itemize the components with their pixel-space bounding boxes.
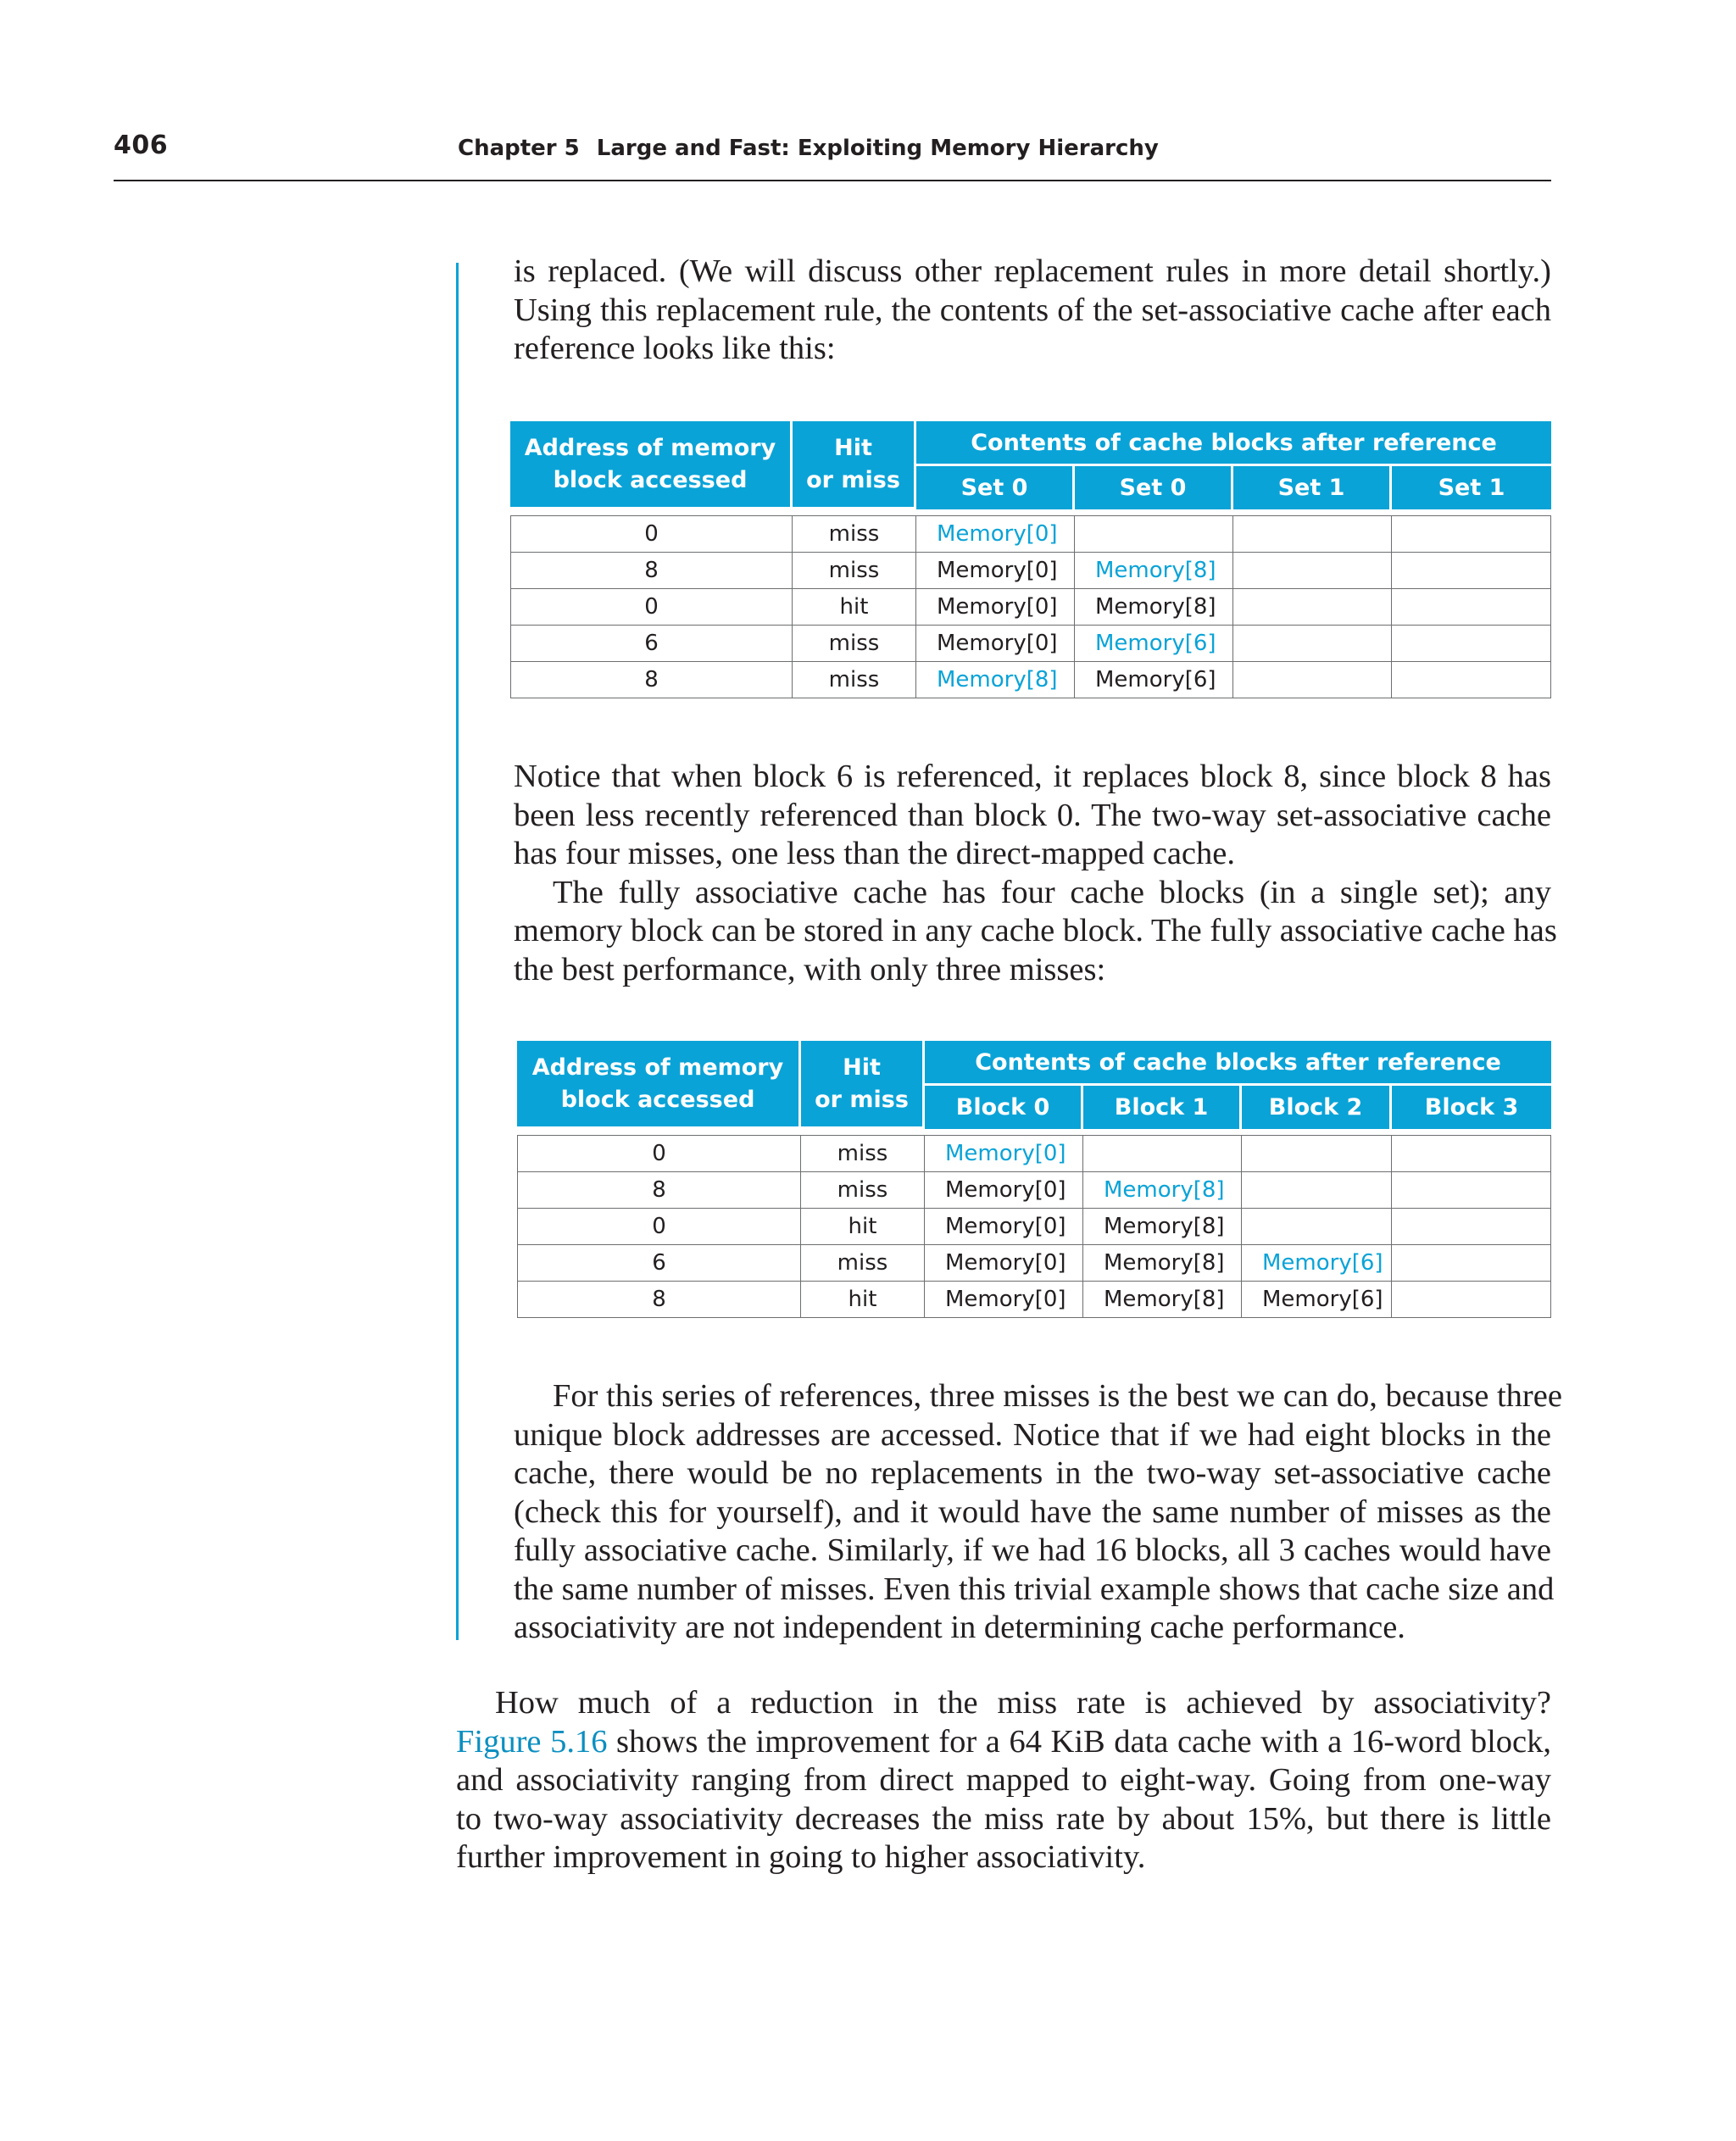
cache-block-cell: Memory[8] (1083, 1245, 1242, 1282)
cache-block-cell: Memory[8] (1075, 589, 1233, 626)
chapter-label: Chapter 5 (458, 136, 580, 161)
cache-block-cell (1392, 1282, 1551, 1318)
table-body (517, 1135, 1551, 1318)
table-row (517, 1245, 1551, 1282)
text-line: to two-way associativity decreases the miss rate by about 15%, but there is little (456, 1800, 1551, 1837)
cache-block-cell (1392, 1172, 1551, 1209)
cache-block-cell: Memory[0] (925, 1135, 1083, 1172)
sub-header: Set 0 (1075, 466, 1233, 509)
hit-miss-cell: miss (801, 1135, 925, 1172)
address-cell: 8 (517, 1172, 801, 1209)
cache-block-cell: Memory[6] (1075, 662, 1233, 698)
table-body (510, 515, 1551, 698)
cache-block-cell (1242, 1209, 1392, 1245)
text-line: the same number of misses. Even this trivial example shows that cache size and (514, 1571, 1555, 1607)
cache-block-cell (1233, 662, 1392, 698)
text-line: is replaced. (We will discuss other replacement rules in more detail shortly.) (514, 253, 1551, 289)
sub-header: Set 0 (916, 466, 1075, 509)
text-line: reference looks like this: (514, 331, 836, 366)
text-line: Notice that when block 6 is referenced, it replaces block 8, since block 8 has (514, 759, 1551, 794)
hit-miss-cell: miss (793, 553, 916, 589)
address-cell: 8 (510, 662, 793, 698)
paragraph-4 (514, 1377, 1562, 1648)
paragraph-1 (514, 253, 1551, 369)
cache-block-cell (1392, 515, 1551, 553)
cache-block-cell: Memory[0] (925, 1209, 1083, 1245)
text-line: For this series of references, three misses is the best we can do, because three (553, 1378, 1562, 1414)
table-row (510, 515, 1551, 553)
cache-block-cell: Memory[0] (916, 626, 1075, 662)
hit-miss-cell: hit (793, 589, 916, 626)
cache-block-cell (1242, 1135, 1392, 1172)
cache-block-cell: Memory[0] (916, 553, 1075, 589)
cache-block-cell (1392, 589, 1551, 626)
sub-header: Set 1 (1392, 466, 1551, 509)
cache-block-cell (1242, 1172, 1392, 1209)
table-row (510, 589, 1551, 626)
col-hit-header: Hit or miss (801, 1041, 925, 1129)
text-line: memory block can be stored in any cache block. The fully associative cache has (514, 913, 1557, 948)
group-header: Contents of cache blocks after reference (916, 421, 1551, 466)
cache-block-cell (1392, 1245, 1551, 1282)
text-line: Using this replacement rule, the contents of the set-associative cache after each (514, 292, 1551, 328)
table-row (517, 1282, 1551, 1318)
table-row (510, 553, 1551, 589)
cache-block-cell: Memory[6] (1242, 1282, 1392, 1318)
address-cell: 6 (517, 1245, 801, 1282)
cache-block-cell (1233, 515, 1392, 553)
cache-block-cell: Memory[8] (1075, 553, 1233, 589)
hit-miss-cell: miss (801, 1245, 925, 1282)
cache-block-cell (1392, 662, 1551, 698)
col-hit-header: Hit or miss (793, 421, 916, 509)
cache-block-cell (1075, 515, 1233, 553)
cache-block-cell (1233, 553, 1392, 589)
text-line: has four misses, one less than the direct-mapped cache. (514, 836, 1235, 871)
table-row (510, 626, 1551, 662)
text-line: associativity are not independent in determining cache performance. (514, 1610, 1405, 1645)
cache-block-cell: Memory[6] (1075, 626, 1233, 662)
sub-header: Block 3 (1392, 1086, 1551, 1129)
cache-block-cell (1392, 1135, 1551, 1172)
chapter-title: Large and Fast: Exploiting Memory Hierarchy (596, 136, 1159, 161)
text-line: further improvement in going to higher associativity. (456, 1839, 1146, 1875)
set-associative-table (510, 421, 1551, 698)
col-address-header: Address of memory block accessed (517, 1041, 801, 1129)
text-line: unique block addresses are accessed. Notice that if we had eight blocks in the (514, 1416, 1551, 1453)
address-cell: 8 (517, 1282, 801, 1318)
table-row (517, 1209, 1551, 1245)
sub-header: Block 1 (1083, 1086, 1242, 1129)
text-line: How much of a reduction in the miss rate is achieved by associativity? (495, 1685, 1551, 1721)
cache-block-cell (1392, 1209, 1551, 1245)
text-line: cache, there would be no replacements in the two-way set-associative cache (514, 1455, 1551, 1491)
table-row (517, 1172, 1551, 1209)
hit-miss-cell: miss (793, 626, 916, 662)
cache-block-cell: Memory[0] (916, 515, 1075, 553)
cache-block-cell: Memory[8] (1083, 1209, 1242, 1245)
cache-block-cell (1392, 553, 1551, 589)
cache-block-cell: Memory[8] (1083, 1282, 1242, 1318)
paragraph-5 (456, 1684, 1551, 1877)
cache-block-cell (1233, 626, 1392, 662)
paragraph-2 (514, 758, 1557, 989)
table-row (517, 1135, 1551, 1172)
cache-block-cell: Memory[0] (925, 1282, 1083, 1318)
address-cell: 6 (510, 626, 793, 662)
address-cell: 8 (510, 553, 793, 589)
address-cell: 0 (510, 515, 793, 553)
text-line: fully associative cache. Similarly, if we had 16 blocks, all 3 caches would have (514, 1532, 1551, 1568)
fully-associative-table (517, 1041, 1551, 1318)
address-cell: 0 (517, 1209, 801, 1245)
hit-miss-cell: hit (801, 1209, 925, 1245)
page-number: 406 (114, 131, 169, 160)
text-line: Figure 5.16 shows the improvement for a 64 KiB data cache with a 16-word block, (456, 1723, 1551, 1760)
group-header: Contents of cache blocks after reference (925, 1041, 1551, 1086)
text-line: (check this for yourself), and it would have the same number of misses as the (514, 1493, 1551, 1530)
running-head (458, 136, 1159, 161)
text-line: been less recently referenced than block 0. The two-way set-associative cache (514, 797, 1551, 833)
col-address-header: Address of memory block accessed (510, 421, 793, 509)
margin-rule (456, 263, 459, 1640)
sub-header: Set 1 (1233, 466, 1392, 509)
hit-miss-cell: hit (801, 1282, 925, 1318)
figure-link[interactable]: Figure 5.16 (456, 1723, 608, 1760)
sub-header: Block 2 (1242, 1086, 1392, 1129)
cache-block-cell (1233, 589, 1392, 626)
hit-miss-cell: miss (793, 662, 916, 698)
cache-block-cell: Memory[0] (925, 1172, 1083, 1209)
cache-block-cell: Memory[0] (916, 589, 1075, 626)
text-line: the best performance, with only three misses: (514, 951, 1106, 987)
sub-header: Block 0 (925, 1086, 1083, 1129)
page-header (114, 127, 1551, 181)
address-cell: 0 (517, 1135, 801, 1172)
cache-block-cell: Memory[6] (1242, 1245, 1392, 1282)
hit-miss-cell: miss (801, 1172, 925, 1209)
cache-block-cell: Memory[8] (1083, 1172, 1242, 1209)
hit-miss-cell: miss (793, 515, 916, 553)
text-line: The fully associative cache has four cache blocks (in a single set); any (553, 874, 1551, 910)
cache-block-cell: Memory[8] (916, 662, 1075, 698)
cache-block-cell (1083, 1135, 1242, 1172)
address-cell: 0 (510, 589, 793, 626)
text-line: and associativity ranging from direct mapped to eight-way. Going from one-way (456, 1762, 1551, 1798)
cache-block-cell (1392, 626, 1551, 662)
cache-block-cell: Memory[0] (925, 1245, 1083, 1282)
table-row (510, 662, 1551, 698)
